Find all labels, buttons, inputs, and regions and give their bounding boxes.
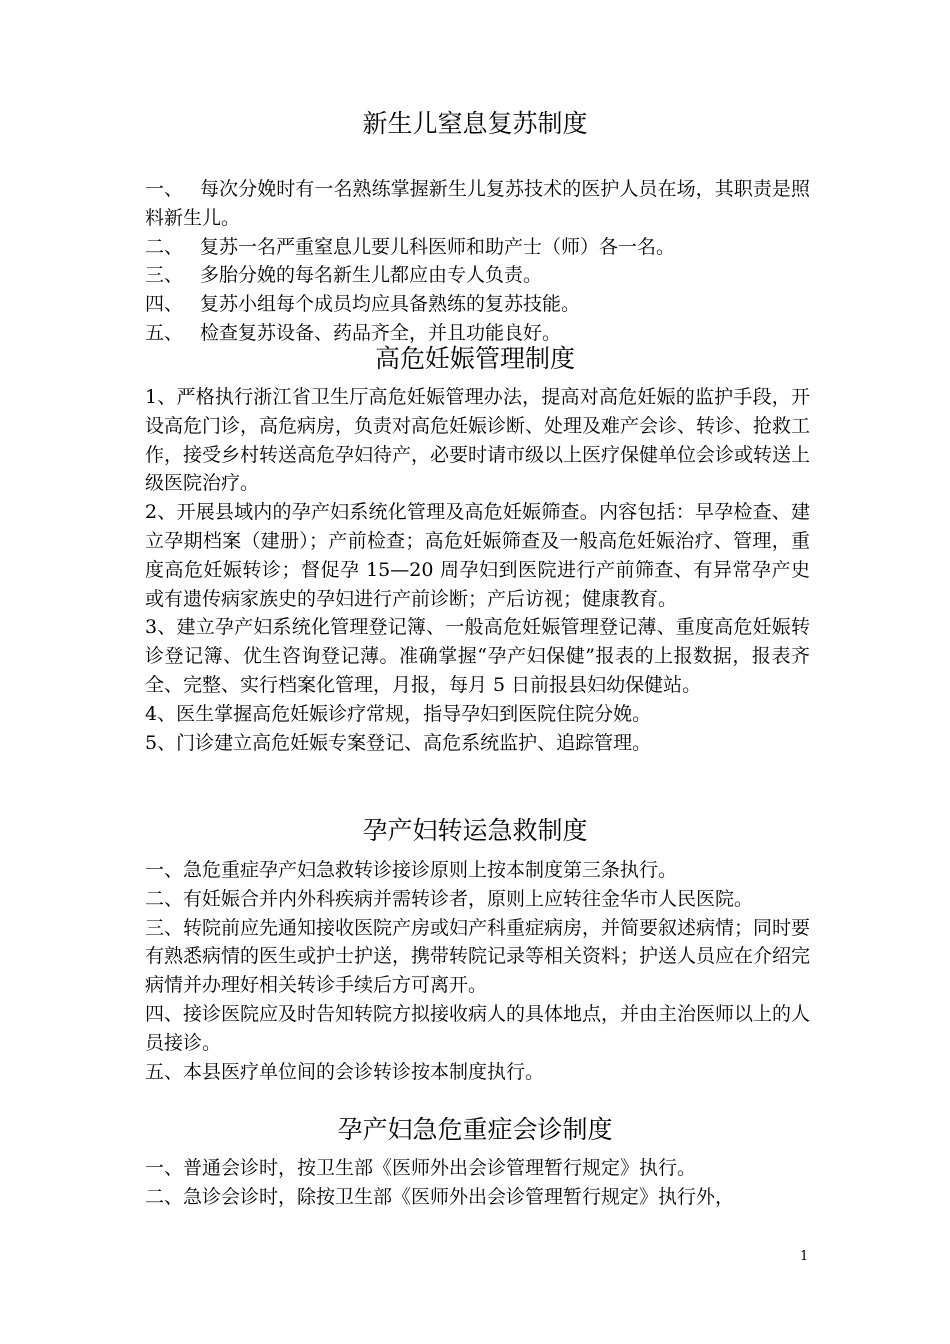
list-item xyxy=(145,175,810,233)
paragraph: 三、转院前应先通知接收医院产房或妇产科重症病房，并简要叙述病情；同时要有熟悉病情的医生或护士护送，携带转院记录等相关资料；护送人员应在介绍完病情并办理好相关转诊手续后方可离开。 xyxy=(145,916,811,997)
paragraph: 2、开展县域内的孕产妇系统化管理及高危妊娠筛查。内容包括：早孕检查、建立孕期档案（建册）；产前检查；高危妊娠筛查及一般高危妊娠治疗、管理，重度高危妊娠转诊；督促孕 15—20 周孕妇到医院进行产前筛查、有异常孕产史或有遗传病家族史的孕妇进行产前诊断；产后访视；健康教育。 xyxy=(145,501,810,610)
item-number: 五、 xyxy=(145,321,184,344)
section-title: 新生儿窒息复苏制度 xyxy=(362,109,588,138)
list-item xyxy=(145,290,810,319)
paragraph: 四、接诊医院应及时告知转院方拟接收病人的具体地点，并由主治医师以上的人员接诊。 xyxy=(145,1002,811,1054)
paragraph: 5、门诊建立高危妊娠专案登记、高危系统监护、追踪管理。 xyxy=(145,731,652,754)
paragraph: 1、严格执行浙江省卫生厅高危妊娠管理办法，提高对高危妊娠的监护手段，开设高危门诊，高危病房，负责对高危妊娠诊断、处理及难产会诊、转诊、抢救工作，接受乡村转送高危孕妇待产，必要时请市级以上医疗保健单位会诊或转送上级医院治疗。 xyxy=(145,386,811,495)
section-body xyxy=(145,856,810,1086)
item-number: 三、 xyxy=(145,264,184,287)
section-body xyxy=(145,1154,810,1212)
item-text: 复苏一名严重窒息儿要儿科医师和助产士（师）各一名。 xyxy=(200,235,676,258)
item-text: 每次分娩时有一名熟练掌握新生儿复苏技术的医护人员在场，其职责是照料新生儿。 xyxy=(145,178,810,229)
section-body xyxy=(145,175,810,348)
section-title: 孕产妇急危重症会诊制度 xyxy=(337,1115,613,1144)
paragraph: 五、本县医疗单位间的会诊转诊按本制度执行。 xyxy=(145,1060,545,1083)
paragraph: 3、建立孕产妇系统化管理登记簿、一般高危妊娠管理登记薄、重度高危妊娠转诊登记簿、优生咨询登记薄。准确掌握“孕产妇保健”报表的上报数据，报表齐全、完整、实行档案化管理，月报，每月 5 日前报县妇幼保健站。 xyxy=(145,616,810,696)
item-number: 四、 xyxy=(145,293,184,316)
section-title: 高危妊娠管理制度 xyxy=(374,344,575,373)
item-text: 检查复苏设备、药品齐全，并且功能良好。 xyxy=(200,321,562,344)
list-item xyxy=(145,233,810,262)
paragraph: 一、普通会诊时，按卫生部《医师外出会诊管理暂行规定》执行。 xyxy=(145,1157,697,1179)
section-body xyxy=(145,383,810,757)
list-item xyxy=(145,261,810,290)
paragraph: 4、医生掌握高危妊娠诊疗常规，指导孕妇到医院住院分娩。 xyxy=(145,702,652,725)
item-text: 多胎分娩的每名新生儿都应由专人负责。 xyxy=(200,264,543,287)
paragraph: 二、有妊娠合并内外科疾病并需转诊者，原则上应转往金华市人民医院。 xyxy=(145,887,754,910)
item-text: 复苏小组每个成员均应具备熟练的复苏技能。 xyxy=(200,293,581,316)
item-number: 二、 xyxy=(145,235,184,258)
item-number: 一、 xyxy=(145,178,184,200)
section-title: 孕产妇转运急救制度 xyxy=(362,816,588,845)
paragraph: 二、急诊会诊时，除按卫生部《医师外出会诊管理暂行规定》执行外， xyxy=(145,1185,735,1208)
paragraph: 一、急危重症孕产妇急救转诊接诊原则上按本制度第三条执行。 xyxy=(145,859,678,881)
page-number: 1 xyxy=(800,1249,809,1264)
